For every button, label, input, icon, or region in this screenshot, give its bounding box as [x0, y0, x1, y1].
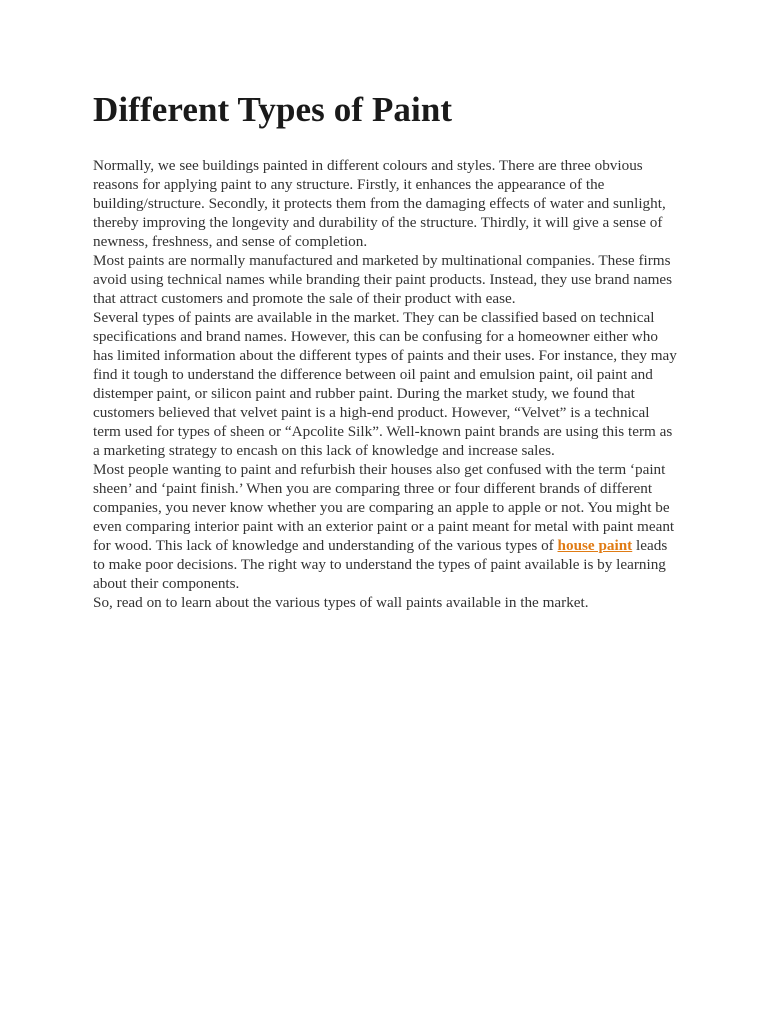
paragraph-manufacturers: Most paints are normally manufactured and marketed by multinational companies. These firms avoid using technical names while branding their paint products. Instead, they use brand names that attract customers and promote the sale of their product with ease. — [93, 252, 673, 307]
paragraph-confusion-text-after: leads to make poor decisions. The right way to understand the types of paint available is by learning about their components. — [93, 537, 668, 592]
house-paint-link[interactable]: house paint — [557, 537, 633, 554]
paragraph-confusion-text-before: Most people wanting to paint and refurbish their houses also get confused with the term ‘paint sheen’ and ‘paint finish.’ When you are comparing three or four different brands of different companies, you never know whether you are comparing an apple to apple or not. You might be even comparing interior paint with an exterior paint or a paint meant for metal with paint meant for wood. This lack of knowledge and understanding of the various types of — [93, 461, 675, 554]
paragraph-intro: Normally, we see buildings painted in different colours and styles. There are three obvious reasons for applying paint to any structure. Firstly, it enhances the appearance of the building/structure. Secondly, it protects them from the damaging effects of water and sunlight, thereby improving the longevity and durability of the structure. Thirdly, it will give a sense of newness, freshness, and sense of completion. — [93, 157, 666, 250]
article — [93, 88, 678, 612]
paragraph-types: Several types of paints are available in the market. They can be classified based on technical specifications and brand names. However, this can be confusing for a homeowner either who has limited information about the different types of paints and their uses. For instance, they may find it tough to understand the difference between oil paint and emulsion paint, oil paint and distemper paint, or silicon paint and rubber paint. During the market study, we found that customers believed that velvet paint is a high-end product. However, “Velvet” is a technical term used for types of sheen or “Apcolite Silk”. Well-known paint brands are using this term as a marketing strategy to encash on this lack of knowledge and increase sales. — [93, 309, 677, 459]
paragraph-closing: So, read on to learn about the various types of wall paints available in the market. — [93, 594, 589, 611]
article-title: Different Types of Paint — [93, 90, 453, 129]
paragraph-confusion — [93, 460, 678, 593]
